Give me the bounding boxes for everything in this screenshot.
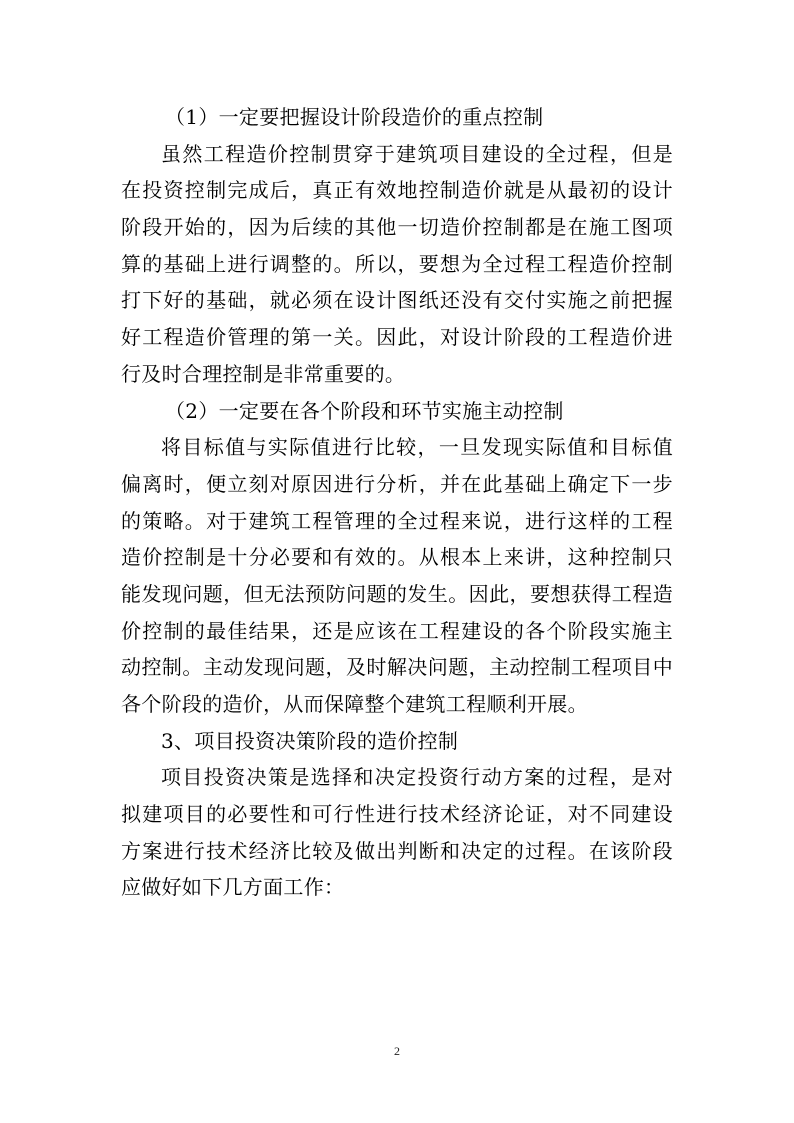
subheading-2: （2）一定要在各个阶段和环节实施主动控制 [165,398,564,423]
paragraph-1-line-3: 阶段开始的，因为后续的其他一切造价控制都是在施工图项 [121,215,673,240]
paragraph-1-line-5: 打下好的基础，就必须在设计图纸还没有交付实施之前把握 [121,288,673,313]
section-heading-3: 3、项目投资决策阶段的造价控制 [161,728,459,753]
paragraph-1-line-1: 虽然工程造价控制贯穿于建筑项目建设的全过程，但是 [161,141,673,166]
paragraph-2-line-1: 将目标值与实际值进行比较，一旦发现实际值和目标值 [161,435,673,460]
paragraph-3-line-1: 项目投资决策是选择和决定投资行动方案的过程，是对 [161,765,673,790]
document-body [121,99,673,906]
paragraph-1-line-2: 在投资控制完成后，真正有效地控制造价就是从最初的设计 [121,178,673,203]
paragraph-2-line-7: 动控制。主动发现问题，及时解决问题，主动控制工程项目中 [121,655,673,680]
paragraph-1-line-4: 算的基础上进行调整的。所以，要想为全过程工程造价控制 [121,251,673,276]
paragraph-2-line-4: 造价控制是十分必要和有效的。从根本上来讲，这种控制只 [121,545,673,570]
paragraph-1-line-7: 行及时合理控制是非常重要的。 [121,361,406,386]
paragraph-2-line-5: 能发现问题，但无法预防问题的发生。因此，要想获得工程造 [121,581,673,606]
paragraph-3-line-4: 应做好如下几方面工作： [121,875,345,900]
paragraph-2-line-8: 各个阶段的造价，从而保障整个建筑工程顺利开展。 [121,692,588,716]
paragraph-3-line-2: 拟建项目的必要性和可行性进行技术经济论证，对不同建设 [121,802,673,827]
paragraph-2-line-2: 偏离时，便立刻对原因进行分析，并在此基础上确定下一步 [121,471,673,496]
page-number: 2 [394,1044,400,1058]
subheading-1: （1）一定要把握设计阶段造价的重点控制 [165,105,544,129]
paragraph-2-line-6: 价控制的最佳结果，还是应该在工程建设的各个阶段实施主 [121,618,673,643]
paragraph-3-line-3: 方案进行技术经济比较及做出判断和决定的过程。在该阶段 [121,838,673,863]
paragraph-1-line-6: 好工程造价管理的第一关。因此，对设计阶段的工程造价进 [121,325,673,350]
paragraph-2-line-3: 的策略。对于建筑工程管理的全过程来说，进行这样的工程 [121,508,673,533]
